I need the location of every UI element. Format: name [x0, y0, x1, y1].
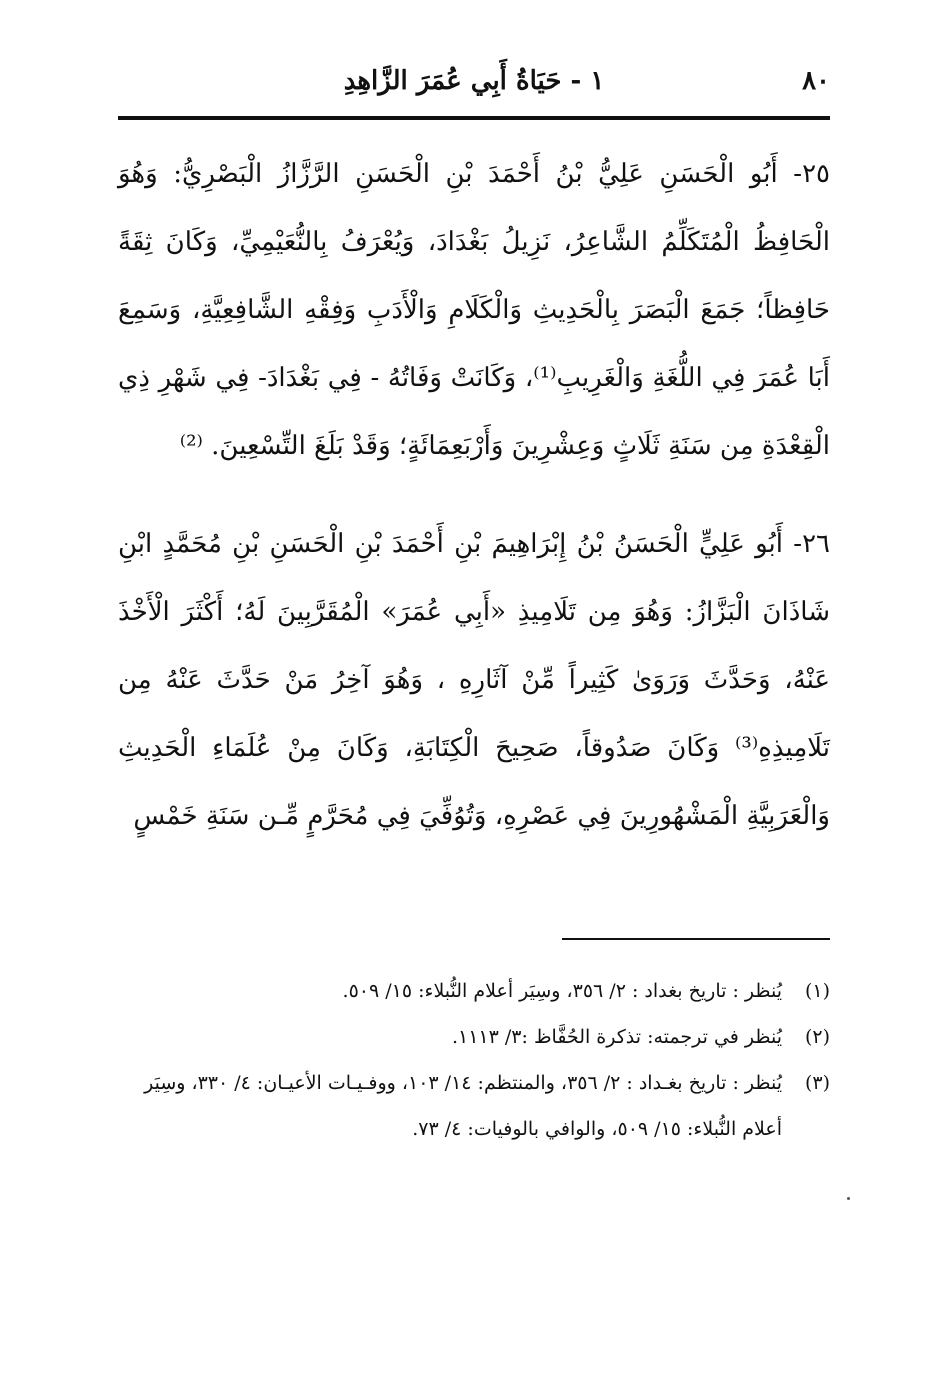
page-header — [118, 62, 830, 118]
footnote-number: (٢) — [804, 1026, 830, 1048]
footnote-2 — [118, 1014, 830, 1060]
footnotes — [118, 968, 830, 1152]
entry-text: أَبُو الْحَسَنِ عَلِيُّ بْنُ أَحْمَدَ بْنِ الْحَسَنِ الرَّزَّازُ الْبَصْرِيُّ: وَهُوَ الْحَافِظُ الْمُتَكَلِّمُ الشَّاعِرُ، نَزِيلُ بَغْدَادَ، وَيُعْرَفُ بِالنُّعَيْمِيِّ، وَكَانَ ثِقَةً حَافِظاً؛ جَمَعَ الْبَصَرَ بِالْحَدِيثِ وَالْكَلَامِ وَالْأَدَبِ وَفِقْهِ الشَّافِعِيَّةِ، وَسَمِعَ أَبَا عُمَرَ فِي اللُّغَةِ وَالْغَرِيبِ⁽¹⁾، وَكَانَتْ وَفَاتُهُ - فِي بَغْدَادَ- فِي شَهْرِ ذِي الْقِعْدَةِ مِن سَنَةِ ثَلَاثٍ وَعِشْرِينَ وَأَرْبَعِمَائَةٍ؛ وَقَدْ بَلَغَ التِّسْعِينَ. ⁽²⁾ — [118, 159, 830, 461]
footnote-separator — [562, 938, 830, 940]
footnote-text: يُنظر : تاريخ بغـداد : ٢/ ٣٥٦، والمنتظم: ١٤/ ١٠٣، ووفـيـات الأعيـان: ٤/ ٣٣٠، وسِيَر أعلام النُّبلاء: ١٥/ ٥٠٩، والوافي بالوفيات: ٤/ ٧٣. — [144, 1072, 782, 1140]
footnote-3 — [118, 1060, 830, 1152]
footnote-number: (٣) — [804, 1072, 830, 1094]
biography-entry-26 — [118, 510, 830, 850]
header-rule — [118, 116, 830, 120]
page-number: ٨٠ — [802, 66, 830, 96]
biography-entry-25 — [118, 140, 830, 480]
footnote-text: يُنظر : تاريخ بغداد : ٢/ ٣٥٦، وسِيَر أعلام النُّبلاء: ١٥/ ٥٠٩. — [342, 980, 782, 1002]
entry-text: أَبُو عَلِيٍّ الْحَسَنُ بْنُ إِبْرَاهِيمَ بْنِ أَحْمَدَ بْنِ الْحَسَنِ بْنِ مُحَمَّدٍ ابْنِ شَاذَانَ الْبَزَّازُ: وَهُوَ مِن تَلَامِيذِ «أَبِي عُمَرَ» الْمُقَرَّبِينَ لَهُ؛ أَكْثَرَ الْأَخْذَ عَنْهُ، وَحَدَّثَ وَرَوَىٰ كَثِيراً مِّنْ آثَارِهِ ، وَهُوَ آخِرُ مَنْ حَدَّثَ عَنْهُ مِن تَلَامِيذِهِ⁽³⁾ وَكَانَ صَدُوقاً، صَحِيحَ الْكِتَابَةِ، وَكَانَ مِنْ عُلَمَاءِ الْحَدِيثِ وَالْعَرَبِيَّةِ الْمَشْهُورِينَ فِي عَصْرِهِ، وَتُوُفِّيَ فِي مُحَرَّمٍ مِّـن سَنَةِ خَمْسٍ — [118, 529, 830, 831]
main-text — [118, 140, 830, 850]
entry-number: ٢٥- — [793, 159, 831, 189]
footnote-number: (١) — [804, 980, 830, 1002]
scan-speck — [847, 1197, 850, 1200]
footnote-1 — [118, 968, 830, 1014]
footnote-text: يُنظر في ترجمته: تذكرة الحُفَّاظ :٣/ ١١١٣. — [451, 1026, 782, 1048]
running-title: ١ - حَيَاةُ أَبِي عُمَرَ الزَّاهِدِ — [343, 66, 605, 96]
entry-number: ٢٦- — [793, 529, 830, 559]
